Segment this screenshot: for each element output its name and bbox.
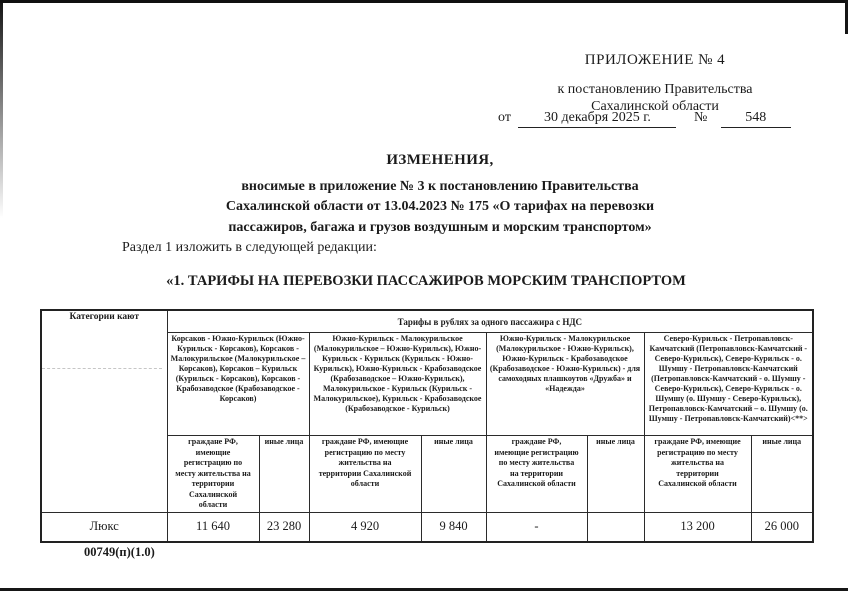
tariff-value: - xyxy=(486,512,587,542)
tariff-value: 4 920 xyxy=(309,512,421,542)
decree-date-value: 30 декабря 2025 г. xyxy=(518,110,676,128)
column-header-tariffs: Тарифы в рублях за одного пассажира с НДС xyxy=(167,310,813,333)
subheader-other-4: иные лица xyxy=(751,436,813,513)
appendix-line-2: Сахалинской области xyxy=(591,98,719,114)
route-group-korsakov: Корсаков - Южно-Курильск (Южно-Курильск - Корсаков), Корсаков - Малокурильское (Малокурильское – Корсаков), Корсаков – Курильск (Курильск - Корсаков), Корсаков - Крабозаводское (Крабозаводское - Корсаков) xyxy=(167,333,309,436)
tariff-value: 11 640 xyxy=(167,512,259,542)
scan-edge-top xyxy=(0,0,848,3)
route-group-yuzhno-kurilsk: Южно-Курильск - Малокурильское (Малокурильское – Южно-Курильск), Южно-Курильск - Курильск (Курильск - Южно-Курильск), Южно-Курильск - Крабозаводское (Крабозаводское – Южно-Курильск), Малокурильское - Курильск (Курильск - Малокурильское), Курильск - Крабозаводское (Крабозаводское - Курильск) xyxy=(309,333,486,436)
section-note: Раздел 1 изложить в следующей редакции: xyxy=(122,240,377,255)
tariff-value: 23 280 xyxy=(259,512,309,542)
tariff-value: 26 000 xyxy=(751,512,813,542)
subheader-citizens-3: граждане РФ, имеющие регистрацию по месту жительства на территории Сахалинской области xyxy=(486,436,587,513)
changes-line-2: Сахалинской области от 13.04.2023 № 175 «О тарифах на перевозки xyxy=(225,199,655,215)
subheader-citizens-2: граждане РФ, имеющие регистрацию по месту жительства на территории Сахалинской области xyxy=(309,436,421,513)
subheader-other-2: иные лица xyxy=(421,436,486,513)
appendix-title: ПРИЛОЖЕНИЕ № 4 xyxy=(584,52,726,68)
decree-date-line xyxy=(498,110,791,128)
tariff-value xyxy=(587,512,644,542)
changes-title: ИЗМЕНЕНИЯ, xyxy=(386,152,494,168)
subheader-citizens-4: граждане РФ, имеющие регистрацию по месту жительства на территории Сахалинской области xyxy=(644,436,751,513)
changes-heading xyxy=(150,152,730,238)
subheader-other-3: иные лица xyxy=(587,436,644,513)
subheader-other-1: иные лица xyxy=(259,436,309,513)
date-prefix-label: от xyxy=(498,110,511,125)
changes-line-3: пассажиров, багажа и грузов воздушным и морским транспортом» xyxy=(228,219,652,235)
decree-number-value: 548 xyxy=(721,110,791,128)
footer-document-code: 00749(п)(1.0) xyxy=(84,545,155,559)
scan-smear xyxy=(42,368,162,369)
table-row xyxy=(41,512,813,542)
tariff-table xyxy=(40,309,814,543)
row-category-lux: Люкс xyxy=(41,512,167,542)
tariff-value: 13 200 xyxy=(644,512,751,542)
changes-line-1: вносимые в приложение № 3 к постановлению Правительства xyxy=(241,179,639,194)
scan-edge-left xyxy=(0,3,3,218)
subheader-citizens-1: граждане РФ, имеющие регистрацию по месту жительства на территории Сахалинской области xyxy=(167,436,259,513)
number-sign: № xyxy=(693,110,708,125)
appendix-header xyxy=(470,52,840,115)
table-title: «1. ТАРИФЫ НА ПЕРЕВОЗКИ ПАССАЖИРОВ МОРСКИМ ТРАНСПОРТОМ xyxy=(166,273,686,289)
appendix-line-1: к постановлению Правительства xyxy=(557,82,753,97)
tariff-value: 9 840 xyxy=(421,512,486,542)
route-group-barges: Южно-Курильск - Малокурильское (Малокурильское - Южно-Курильск), Южно-Курильск - Крабозаводское (Крабозаводское - Южно-Курильск) - для самоходных плашкоутов «Дружба» и «Надежда» xyxy=(486,333,644,436)
table-header-row xyxy=(41,310,813,333)
column-header-category: Категории кают xyxy=(41,310,167,512)
route-group-severo-kurilsk: Северо-Курильск - Петропавловск-Камчатский (Петропавловск-Камчатский - Северо-Курильск), Северо-Курильск - о. Шумшу - Петропавловск-Камчатский (Петропавловск-Камчатский - о. Шумшу - Северо-Курильск), Северо-Курильск - о. Шумшу (о. Шумшу - Северо-Курильск), Петропавловск-Камчатский – о. Шумшу (о. Шумшу - Петропавловск-Камчатский)<**> xyxy=(644,333,813,436)
tariff-table-container xyxy=(40,309,814,543)
